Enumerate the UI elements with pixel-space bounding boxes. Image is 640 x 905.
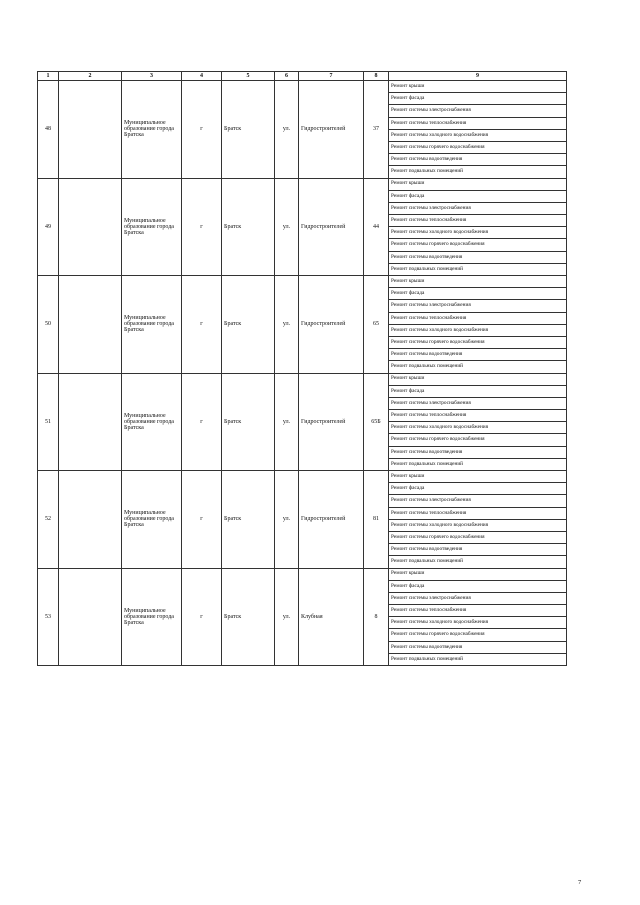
work-type-cell: Ремонт системы электроснабжения: [389, 202, 567, 214]
work-type-cell: Ремонт системы теплоснабжения: [389, 410, 567, 422]
work-type-cell: Ремонт системы водоотведения: [389, 349, 567, 361]
column-number: 2: [59, 72, 122, 81]
work-type-cell: Ремонт системы холодного водоснабжения: [389, 617, 567, 629]
record-number: 49: [38, 178, 59, 276]
house-number-cell: 44: [364, 178, 389, 276]
city-cell: Братск: [222, 471, 275, 569]
work-type-cell: Ремонт системы холодного водоснабжения: [389, 422, 567, 434]
work-type-cell: Ремонт системы электроснабжения: [389, 495, 567, 507]
work-type-cell: Ремонт крыши: [389, 178, 567, 190]
work-type-cell: Ремонт системы теплоснабжения: [389, 215, 567, 227]
street-cell: Гидростроителей: [299, 81, 364, 179]
municipality-cell: Муниципальное образование города Братска: [122, 471, 182, 569]
city-cell: Братск: [222, 373, 275, 471]
page-number: 7: [578, 879, 582, 886]
work-type-cell: Ремонт системы электроснабжения: [389, 397, 567, 409]
house-number-cell: 65: [364, 276, 389, 374]
work-type-cell: Ремонт подвальных помещений: [389, 556, 567, 568]
work-type-cell: Ремонт системы электроснабжения: [389, 105, 567, 117]
street-cell: Гидростроителей: [299, 178, 364, 276]
city-cell: Братск: [222, 81, 275, 179]
work-type-cell: Ремонт крыши: [389, 276, 567, 288]
work-type-cell: Ремонт системы холодного водоснабжения: [389, 227, 567, 239]
street-cell: Гидростроителей: [299, 276, 364, 374]
column-number: 1: [38, 72, 59, 81]
column-number-row: [38, 72, 567, 81]
street-type-cell: ул.: [275, 568, 299, 666]
street-cell: Гидростроителей: [299, 471, 364, 569]
work-type-cell: Ремонт системы водоотведения: [389, 446, 567, 458]
record-number: 51: [38, 373, 59, 471]
work-type-cell: Ремонт фасада: [389, 385, 567, 397]
work-type-cell: Ремонт системы водоотведения: [389, 154, 567, 166]
municipality-cell: Муниципальное образование города Братска: [122, 373, 182, 471]
work-type-cell: Ремонт системы горячего водоснабжения: [389, 141, 567, 153]
street-type-cell: ул.: [275, 81, 299, 179]
column-number: 3: [122, 72, 182, 81]
empty-cell: [59, 373, 122, 471]
repair-program-table: [37, 71, 567, 666]
municipality-cell: Муниципальное образование города Братска: [122, 276, 182, 374]
record-number: 53: [38, 568, 59, 666]
work-type-cell: Ремонт подвальных помещений: [389, 361, 567, 373]
street-cell: Гидростроителей: [299, 373, 364, 471]
column-number: 7: [299, 72, 364, 81]
municipality-cell: Муниципальное образование города Братска: [122, 81, 182, 179]
record-number: 50: [38, 276, 59, 374]
work-type-cell: Ремонт системы теплоснабжения: [389, 117, 567, 129]
house-number-cell: 37: [364, 81, 389, 179]
work-type-cell: Ремонт системы горячего водоснабжения: [389, 629, 567, 641]
work-type-cell: Ремонт системы теплоснабжения: [389, 312, 567, 324]
work-type-cell: Ремонт системы холодного водоснабжения: [389, 129, 567, 141]
table-row: [38, 568, 567, 580]
empty-cell: [59, 568, 122, 666]
work-type-cell: Ремонт фасада: [389, 93, 567, 105]
work-type-cell: Ремонт крыши: [389, 568, 567, 580]
record-number: 48: [38, 81, 59, 179]
work-type-cell: Ремонт фасада: [389, 580, 567, 592]
work-type-cell: Ремонт системы теплоснабжения: [389, 605, 567, 617]
work-type-cell: Ремонт системы водоотведения: [389, 544, 567, 556]
house-number-cell: 81: [364, 471, 389, 569]
work-type-cell: Ремонт системы водоотведения: [389, 641, 567, 653]
work-type-cell: Ремонт крыши: [389, 81, 567, 93]
work-type-cell: Ремонт системы теплоснабжения: [389, 507, 567, 519]
settlement-type-cell: г: [182, 178, 222, 276]
settlement-type-cell: г: [182, 276, 222, 374]
municipality-cell: Муниципальное образование города Братска: [122, 178, 182, 276]
column-number: 4: [182, 72, 222, 81]
empty-cell: [59, 81, 122, 179]
work-type-cell: Ремонт крыши: [389, 373, 567, 385]
column-number: 9: [389, 72, 567, 81]
work-type-cell: Ремонт крыши: [389, 471, 567, 483]
empty-cell: [59, 276, 122, 374]
street-cell: Клубная: [299, 568, 364, 666]
street-type-cell: ул.: [275, 471, 299, 569]
work-type-cell: Ремонт системы холодного водоснабжения: [389, 519, 567, 531]
street-type-cell: ул.: [275, 276, 299, 374]
street-type-cell: ул.: [275, 373, 299, 471]
table-row: [38, 81, 567, 93]
city-cell: Братск: [222, 276, 275, 374]
municipality-cell: Муниципальное образование города Братска: [122, 568, 182, 666]
table-row: [38, 471, 567, 483]
record-number: 52: [38, 471, 59, 569]
work-type-cell: Ремонт системы электроснабжения: [389, 300, 567, 312]
work-type-cell: Ремонт подвальных помещений: [389, 263, 567, 275]
work-type-cell: Ремонт системы холодного водоснабжения: [389, 324, 567, 336]
work-type-cell: Ремонт системы горячего водоснабжения: [389, 336, 567, 348]
work-type-cell: Ремонт системы водоотведения: [389, 251, 567, 263]
empty-cell: [59, 471, 122, 569]
settlement-type-cell: г: [182, 373, 222, 471]
work-type-cell: Ремонт системы электроснабжения: [389, 592, 567, 604]
work-type-cell: Ремонт подвальных помещений: [389, 653, 567, 665]
settlement-type-cell: г: [182, 568, 222, 666]
table-row: [38, 178, 567, 190]
work-type-cell: Ремонт системы горячего водоснабжения: [389, 239, 567, 251]
work-type-cell: Ремонт системы горячего водоснабжения: [389, 434, 567, 446]
work-type-cell: Ремонт фасада: [389, 483, 567, 495]
house-number-cell: 65Б: [364, 373, 389, 471]
column-number: 8: [364, 72, 389, 81]
work-type-cell: Ремонт системы горячего водоснабжения: [389, 531, 567, 543]
table-row: [38, 373, 567, 385]
city-cell: Братск: [222, 568, 275, 666]
work-type-cell: Ремонт фасада: [389, 190, 567, 202]
work-type-cell: Ремонт фасада: [389, 288, 567, 300]
house-number-cell: 8: [364, 568, 389, 666]
table-row: [38, 276, 567, 288]
work-type-cell: Ремонт подвальных помещений: [389, 458, 567, 470]
settlement-type-cell: г: [182, 471, 222, 569]
table-body: [38, 81, 567, 666]
empty-cell: [59, 178, 122, 276]
work-type-cell: Ремонт подвальных помещений: [389, 166, 567, 178]
column-number: 5: [222, 72, 275, 81]
street-type-cell: ул.: [275, 178, 299, 276]
city-cell: Братск: [222, 178, 275, 276]
column-number: 6: [275, 72, 299, 81]
settlement-type-cell: г: [182, 81, 222, 179]
